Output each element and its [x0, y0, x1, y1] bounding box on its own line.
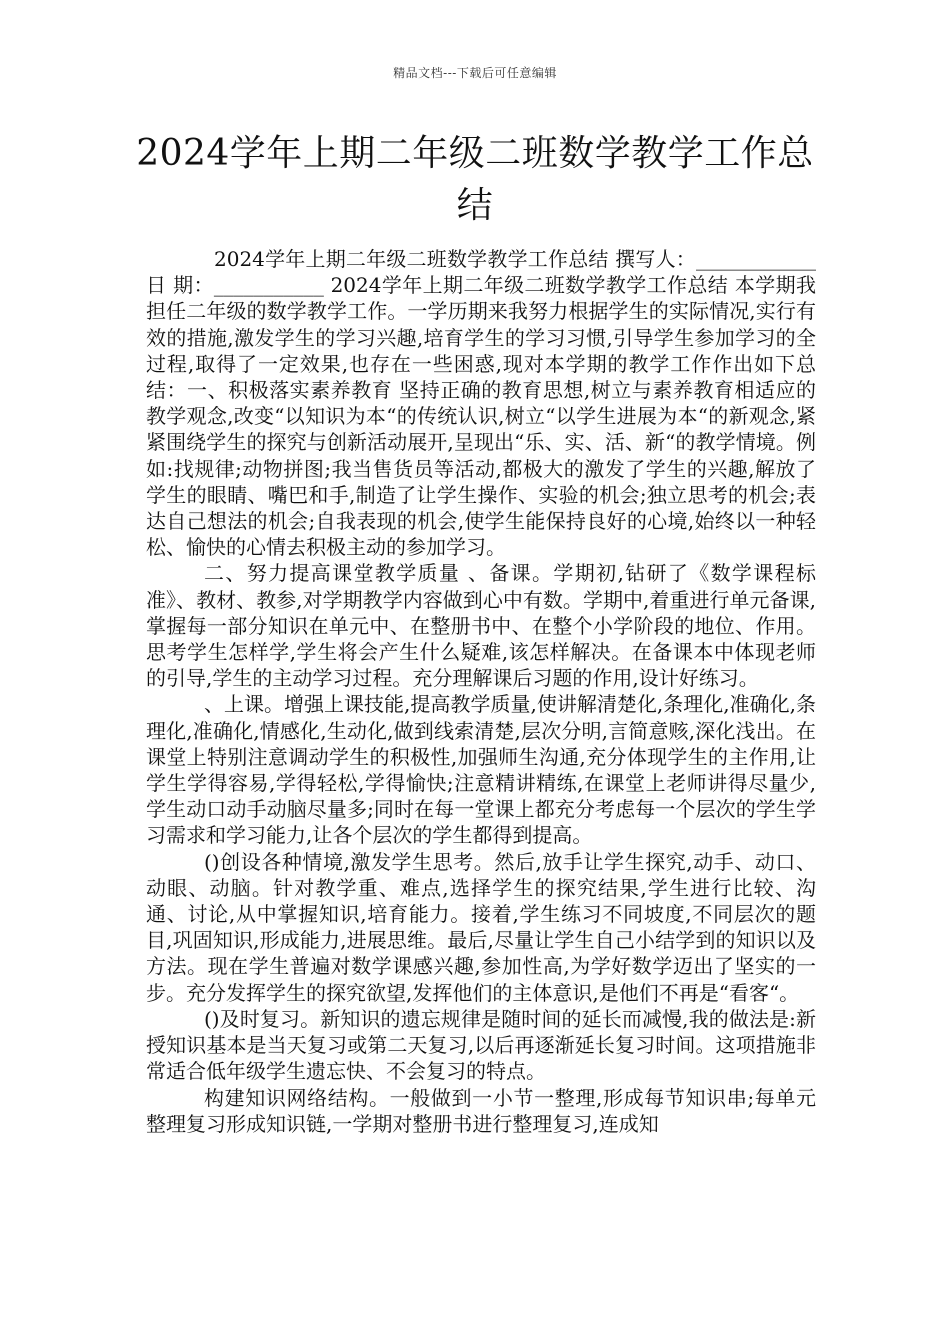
document-title: 2024学年上期二年级二班数学教学工作总结 — [136, 133, 814, 226]
paragraph-1: 2024学年上期二年级二班数学教学工作总结 撰写人：____________ 日 期：___________ 2024学年上期二年级二班数学教学工作总结 本学期我担任二年级的数学教学工作。一学历期来我努力根据学生的实际情况,实行有效的措施,激发学生的学习兴趣,培育学生的学习习惯,引导学生参加学习的全过程,取得了一定效果,也存在一些困惑,现对本学期的教学工作作出如下总结：一、积极落实素养教育 坚持正确的教育思想,树立与素养教育相适应的教学观念,改变“以知识为本“的传统认识,树立“以学生进展为本“的新观念,紧紧围绕学生的探究与创新活动展开,呈现出“乐、实、活、新“的教学情境。例如:找规律;动物拼图;我当售货员等活动,都极大的激发了学生的兴趣,解放了学生的眼睛、嘴巴和手,制造了让学生操作、实验的机会;独立思考的机会;表达自己想法的机会;自我表现的机会,使学生能保持良好的心境,始终以一种轻松、愉快的心情去积极主动的参加学习。 — [146, 247, 816, 560]
paragraph-6: 构建知识网络结构。一般做到一小节一整理,形成每节知识串;每单元整理复习形成知识链,一学期对整册书进行整理复习,连成知 — [146, 1085, 816, 1136]
paragraph-2: 二、努力提高课堂教学质量 、备课。学期初,钻研了《数学课程标准》、教材、教参,对学期教学内容做到心中有数。学期中,着重进行单元备课,掌握每一部分知识在单元中、在整册书中、在整个小学阶段的地位、作用。思考学生怎样学,学生将会产生什么疑难,该怎样解决。在备课本中体现老师的引导,学生的主动学习过程。充分理解课后习题的作用,设计好练习。 — [146, 561, 816, 691]
document-body — [146, 246, 816, 1137]
paragraph-5: ()及时复习。新知识的遗忘规律是随时间的延长而减慢,我的做法是:新授知识基本是当天复习或第二天复习,以后再逐渐延长复习时间。这项措施非常适合低年级学生遗忘快、不会复习的特点。 — [146, 1006, 816, 1084]
header-note: 精品文档---下载后可任意编辑 — [393, 66, 557, 80]
paragraph-4: ()创设各种情境,激发学生思考。然后,放手让学生探究,动手、动口、动眼、动脑。针对教学重、难点,选择学生的探究结果,学生进行比较、沟通、讨论,从中掌握知识,培育能力。接着,学生练习不同坡度,不同层次的题目,巩固知识,形成能力,进展思维。最后,尽量让学生自己小结学到的知识以及方法。现在学生普遍对数学课感兴趣,参加性高,为学好数学迈出了坚实的一步。充分发挥学生的探究欲望,发挥他们的主体意识,是他们不再是“看客“。 — [146, 849, 816, 1005]
paragraph-3: 、上课。增强上课技能,提高教学质量,使讲解清楚化,条理化,准确化,条理化,准确化,情感化,生动化,做到线索清楚,层次分明,言简意赅,深化浅出。在课堂上特别注意调动学生的积极性,加强师生沟通,充分体现学生的主作用,让学生学得容易,学得轻松,学得愉快;注意精讲精练,在课堂上老师讲得尽量少,学生动口动手动脑尽量多;同时在每一堂课上都充分考虑每一个层次的学生学习需求和学习能力,让各个层次的学生都得到提高。 — [146, 692, 816, 848]
